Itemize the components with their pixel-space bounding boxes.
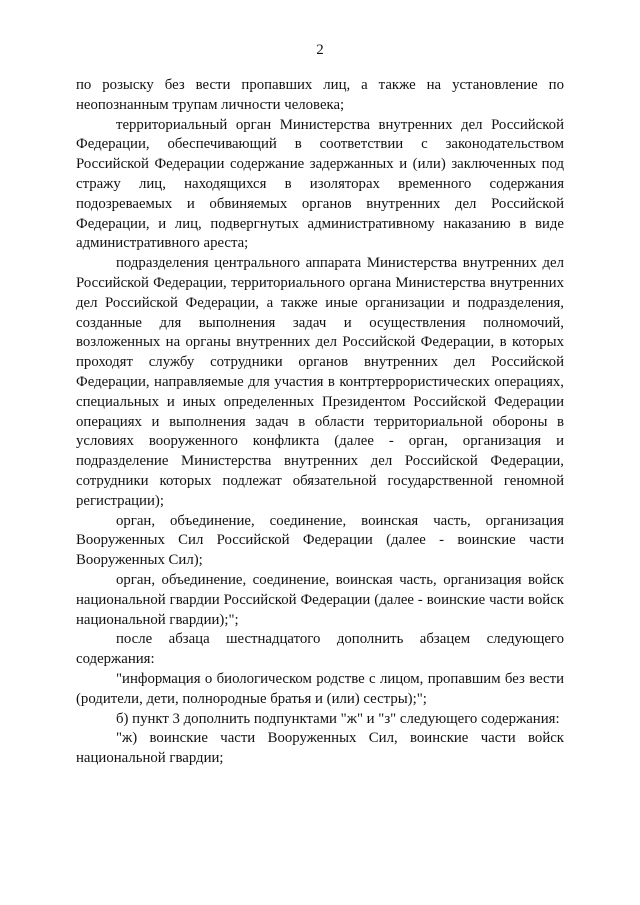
document-body	[76, 76, 564, 769]
paragraph-subpoint-zh: "ж) воинские части Вооруженных Сил, воинские части войск национальной гвардии;	[76, 730, 564, 767]
paragraph-central-apparatus: подразделения центрального аппарата Министерства внутренних дел Российской Федерации, территориального органа Министерства внутренних дел Российской Федерации, а также иные организации и подразделения, созданные для выполнения задач и осуществления полномочий, возложенных на органы внутренних дел Российской Федерации, в которых проходят службу сотрудники органов внутренних дел Российской Федерации, направляемые для участия в контртеррористических операциях, специальных и иных определенных Президентом Российской Федерации операциях и выполнения задач в области территориальной обороны в условиях вооруженного конфликта (далее - орган, организация и подразделение Министерства внутренних дел Российской Федерации, сотрудники которых подлежат обязательной государственной геномной регистрации);	[76, 255, 564, 509]
page-number: 2	[316, 42, 324, 58]
paragraph-armed-forces: орган, объединение, соединение, воинская часть, организация Вооруженных Сил Российской Федерации (далее - воинские части Вооруженных Сил);	[76, 512, 564, 569]
paragraph-continuation: по розыску без вести пропавших лиц, а также на установление по неопознанным трупам личности человека;	[76, 77, 564, 113]
paragraph-amendment-instruction: после абзаца шестнадцатого дополнить абзацем следующего содержания:	[76, 631, 564, 668]
paragraph-kinship-info: "информация о биологическом родстве с лицом, пропавшим без вести (родители, дети, полнородные братья и (или) сестры);";	[76, 670, 564, 707]
paragraph-territorial-organ: территориальный орган Министерства внутренних дел Российской Федерации, обеспечивающий в соответствии с законодательством Российской Федерации содержание задержанных и (или) заключенных под стражу лиц, находящихся в изоляторах временного содержания подозреваемых и обвиняемых органов внутренних дел Российской Федерации, и лиц, подвергнутых административному наказанию в виде административного ареста;	[76, 116, 564, 252]
paragraph-point-3: б) пункт 3 дополнить подпунктами "ж" и "з" следующего содержания:	[116, 710, 560, 727]
paragraph-national-guard: орган, объединение, соединение, воинская часть, организация войск национальной гвардии Российской Федерации (далее - воинские части войск национальной гвардии);";	[76, 571, 564, 628]
